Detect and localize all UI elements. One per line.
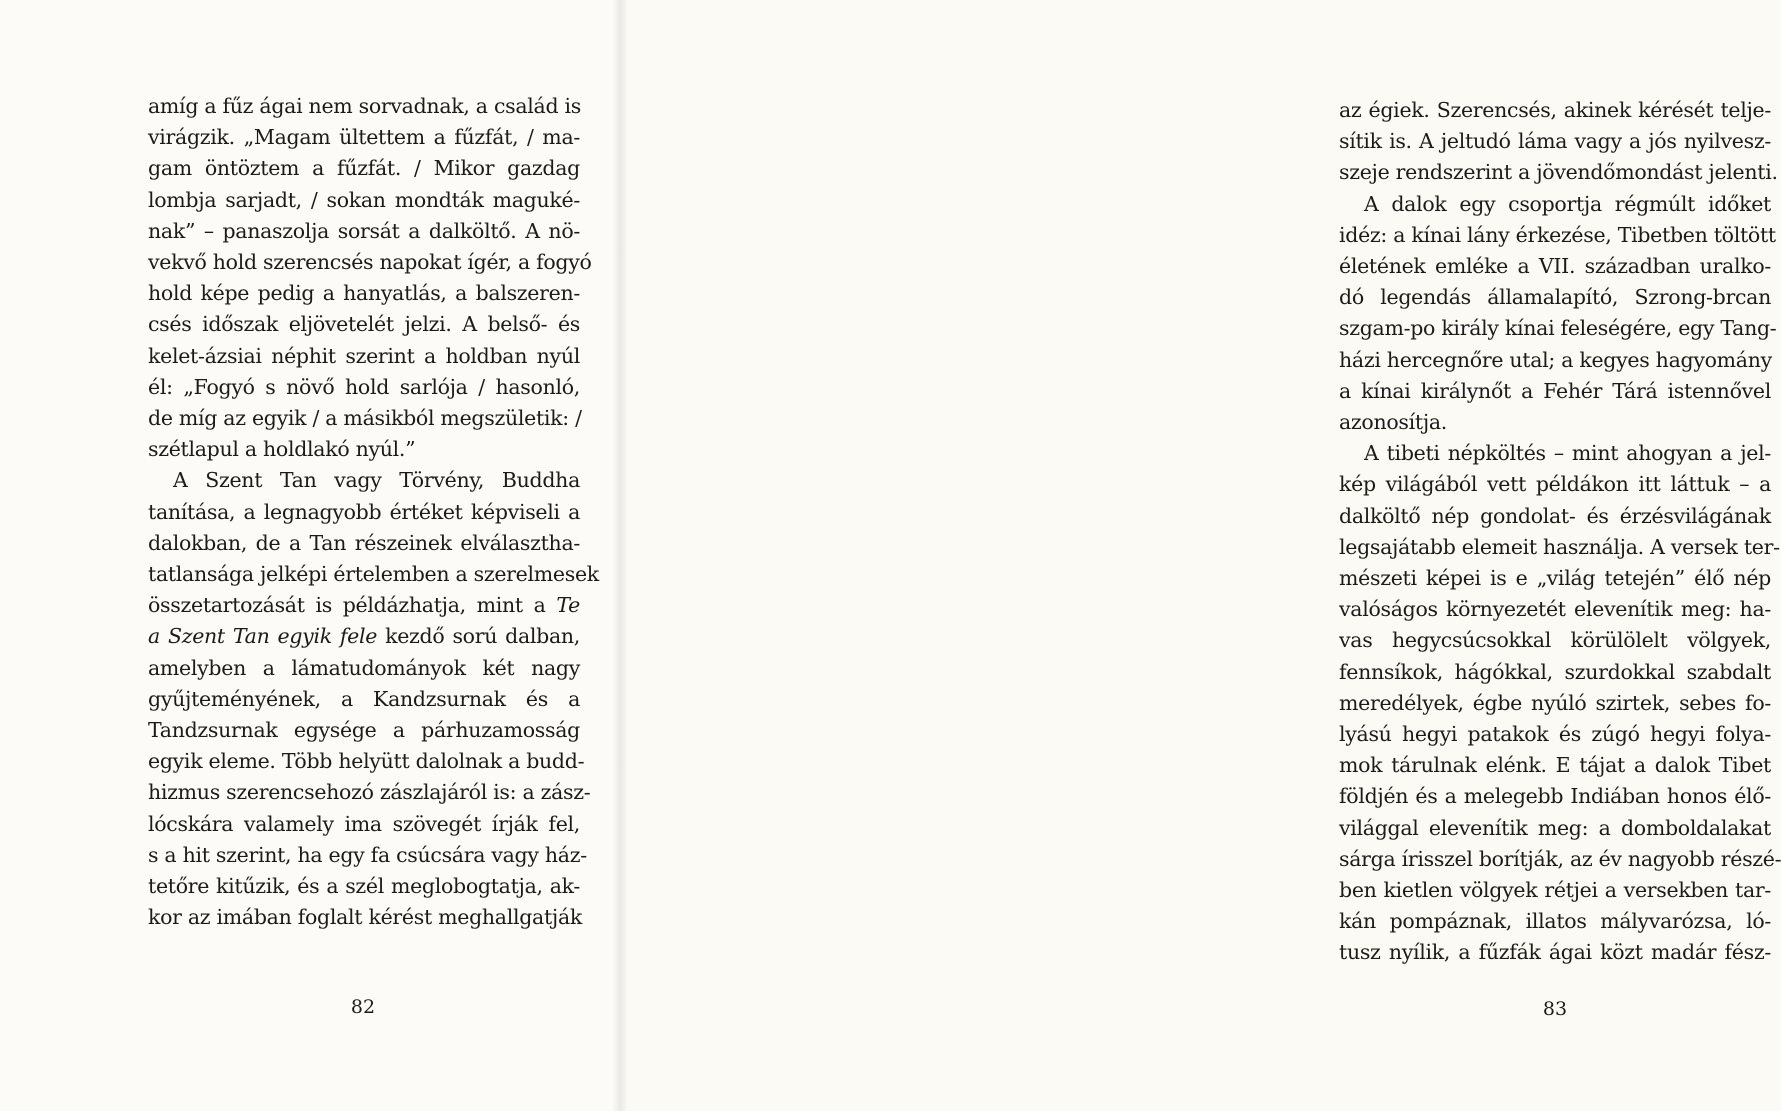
text-segment: meredélyek, égbe nyúló szirtek, sebes fo- — [1339, 690, 1771, 715]
text-line — [148, 278, 580, 309]
text-segment: fennsíkok, hágókkal, szurdokkal szabdalt — [1339, 659, 1771, 684]
text-segment: kor az imában foglalt kérést meghallgatják — [148, 905, 583, 930]
text-segment: A dalok egy csoportja régmúlt időket — [1364, 191, 1771, 216]
text-segment: hizmus szerencsehozó zászlajáról is: a zász- — [148, 780, 591, 805]
text-segment: A Szent Tan vagy Törvény, Buddha — [173, 468, 580, 493]
text-segment: egyik eleme. Több helyütt dalolnak a budd- — [148, 749, 585, 774]
text-segment: kelet-ázsiai néphit szerint a holdban nyúl — [148, 343, 580, 368]
text-segment: de míg az egyik / a másikból megszületik: / — [148, 406, 582, 431]
left-page-body-text — [148, 91, 599, 933]
book-gutter — [612, 0, 628, 1111]
text-line — [1339, 625, 1771, 656]
text-line — [1339, 501, 1771, 532]
page-number-left: 82 — [350, 996, 376, 1018]
text-segment: életének emléke a VII. században uralko- — [1339, 254, 1771, 279]
text-segment: virágzik. „Magam ültettem a fűzfát, / ma- — [148, 125, 580, 150]
text-line — [1339, 313, 1777, 344]
text-line — [148, 528, 580, 559]
text-segment: dalokban, de a Tan részeinek elválasztha- — [148, 530, 580, 555]
text-line — [148, 715, 580, 746]
text-segment: dó legendás államalapító, Szrong-brcan — [1339, 285, 1771, 310]
text-line — [1339, 781, 1771, 812]
text-line — [148, 91, 580, 122]
text-segment: gam öntöztem a fűzfát. / Mikor gazdag — [148, 156, 580, 181]
text-segment: sárga írisszel borítják, az év nagyobb részé- — [1339, 846, 1781, 871]
text-line — [1339, 95, 1771, 126]
text-segment: kán pompáznak, illatos mályvarózsa, ló- — [1339, 909, 1771, 934]
text-segment: nak” – panaszolja sorsát a dalköltő. A nö- — [148, 218, 580, 243]
text-line — [1339, 750, 1771, 781]
text-line — [1339, 563, 1771, 594]
text-line — [1339, 189, 1771, 220]
page-number-right: 83 — [1542, 998, 1568, 1020]
text-line — [148, 341, 580, 372]
text-segment: szétlapul a holdlakó nyúl.” — [148, 437, 416, 462]
text-line — [148, 559, 599, 590]
text-line — [148, 185, 580, 216]
text-line — [148, 434, 580, 465]
text-segment: mészeti képei is e „világ tetején” élő nép — [1339, 566, 1771, 591]
text-line — [148, 122, 580, 153]
text-segment: Tandzsurnak egysége a párhuzamosság — [148, 718, 580, 743]
text-line — [148, 621, 580, 652]
text-segment: földjén és a melegebb Indiában honos élő- — [1339, 784, 1771, 809]
text-line — [148, 871, 580, 902]
text-segment: hold képe pedig a hanyatlás, a balszeren- — [148, 281, 580, 306]
text-segment: tusz nyílik, a fűzfák ágai közt madár fész- — [1339, 940, 1771, 965]
text-segment: idéz: a kínai lány érkezése, Tibetben töltött — [1339, 222, 1776, 247]
text-segment: mok tárulnak elénk. E tájat a dalok Tibet — [1339, 753, 1771, 778]
text-line — [148, 372, 580, 403]
text-line — [1339, 126, 1771, 157]
italic-text-segment: a Szent Tan egyik fele — [148, 624, 378, 649]
text-line — [1339, 813, 1771, 844]
text-segment: valóságos környezetét elevenítik meg: ha- — [1339, 597, 1771, 622]
text-line — [1339, 875, 1771, 906]
text-line — [1339, 594, 1771, 625]
text-segment: kép világából vett példákon itt láttuk – a — [1339, 472, 1771, 497]
text-line — [1339, 157, 1778, 188]
text-line — [1339, 376, 1771, 407]
text-line — [148, 403, 580, 434]
text-segment: tetőre kitűzik, és a szél meglobogtatja, ak- — [148, 874, 580, 899]
text-segment: él: „Fogyó s növő hold sarlója / hasonló, — [148, 374, 580, 399]
text-line — [1339, 469, 1771, 500]
text-segment: a kínai királynőt a Fehér Tárá istennővel — [1339, 378, 1771, 403]
text-line — [148, 809, 580, 840]
right-page-body-text — [1339, 95, 1781, 969]
text-line — [148, 902, 583, 933]
text-segment: sítik is. A jeltudó láma vagy a jós nyilvesz- — [1339, 129, 1771, 154]
text-line — [1339, 220, 1776, 251]
text-line — [148, 653, 580, 684]
italic-text-segment: Te — [556, 593, 580, 618]
text-line — [1339, 438, 1771, 469]
text-segment: A tibeti népköltés – mint ahogyan a jel- — [1364, 441, 1771, 466]
text-line — [1339, 657, 1771, 688]
text-segment: tatlansága jelképi értelemben a szerelmesek — [148, 562, 599, 587]
text-segment: vekvő hold szerencsés napokat ígér, a fogyó — [148, 250, 592, 275]
text-segment: kezdő sorú dalban, — [377, 624, 581, 649]
text-line — [148, 840, 587, 871]
text-line — [1339, 282, 1771, 313]
text-segment: ben kietlen völgyek rétjei a versekben tar- — [1339, 878, 1771, 903]
text-segment: amíg a fűz ágai nem sorvadnak, a család is — [148, 94, 581, 118]
text-line — [148, 216, 580, 247]
text-line — [1339, 251, 1771, 282]
text-line — [148, 746, 585, 777]
text-segment: vas hegycsúcsokkal körülölelt völgyek, — [1339, 628, 1771, 653]
text-segment: amelyben a lámatudományok két nagy — [148, 655, 580, 680]
text-segment: világgal elevenítik meg: a domboldalakat — [1339, 815, 1771, 840]
text-segment: s a hit szerint, ha egy fa csúcsára vagy ház- — [148, 842, 587, 867]
text-line — [148, 153, 580, 184]
text-line — [1339, 906, 1771, 937]
text-segment: gyűjteményének, a Kandzsurnak és a — [148, 686, 580, 711]
text-line — [148, 465, 580, 496]
text-segment: összetartozását is példázhatja, mint a — [148, 593, 557, 618]
text-line — [1339, 532, 1780, 563]
text-line — [148, 309, 580, 340]
text-segment: legsajátabb elemeit használja. A versek ter- — [1339, 534, 1780, 559]
text-line — [1339, 407, 1771, 438]
text-segment: szgam-po király kínai feleségére, egy Tang- — [1339, 316, 1777, 341]
text-segment: lócskára valamely ima szövegét írják fel, — [148, 811, 580, 836]
text-line — [148, 590, 580, 621]
right-page — [620, 0, 1781, 1111]
text-line — [1339, 345, 1771, 376]
text-segment: lombja sarjadt, / sokan mondták maguké- — [148, 187, 580, 212]
text-line — [148, 247, 592, 278]
text-line — [148, 684, 580, 715]
text-line — [1339, 844, 1781, 875]
text-line — [1339, 719, 1771, 750]
text-segment: lyású hegyi patakok és zúgó hegyi folya- — [1339, 722, 1771, 747]
text-line — [1339, 688, 1771, 719]
text-segment: az égiek. Szerencsés, akinek kérését telje- — [1339, 98, 1771, 122]
text-segment: azonosítja. — [1339, 410, 1448, 435]
text-segment: tanítása, a legnagyobb értéket képviseli a — [148, 499, 580, 524]
text-segment: csés időszak eljövetelét jelzi. A belső- és — [148, 312, 580, 337]
text-line — [148, 777, 591, 808]
text-line — [1339, 937, 1771, 968]
left-page — [0, 0, 620, 1111]
text-segment: dalköltő nép gondolat- és érzésvilágának — [1339, 503, 1771, 528]
text-line — [148, 497, 580, 528]
text-segment: házi hercegnőre utal; a kegyes hagyomány — [1339, 347, 1772, 372]
text-segment: szeje rendszerint a jövendőmondást jelenti. — [1339, 160, 1778, 185]
